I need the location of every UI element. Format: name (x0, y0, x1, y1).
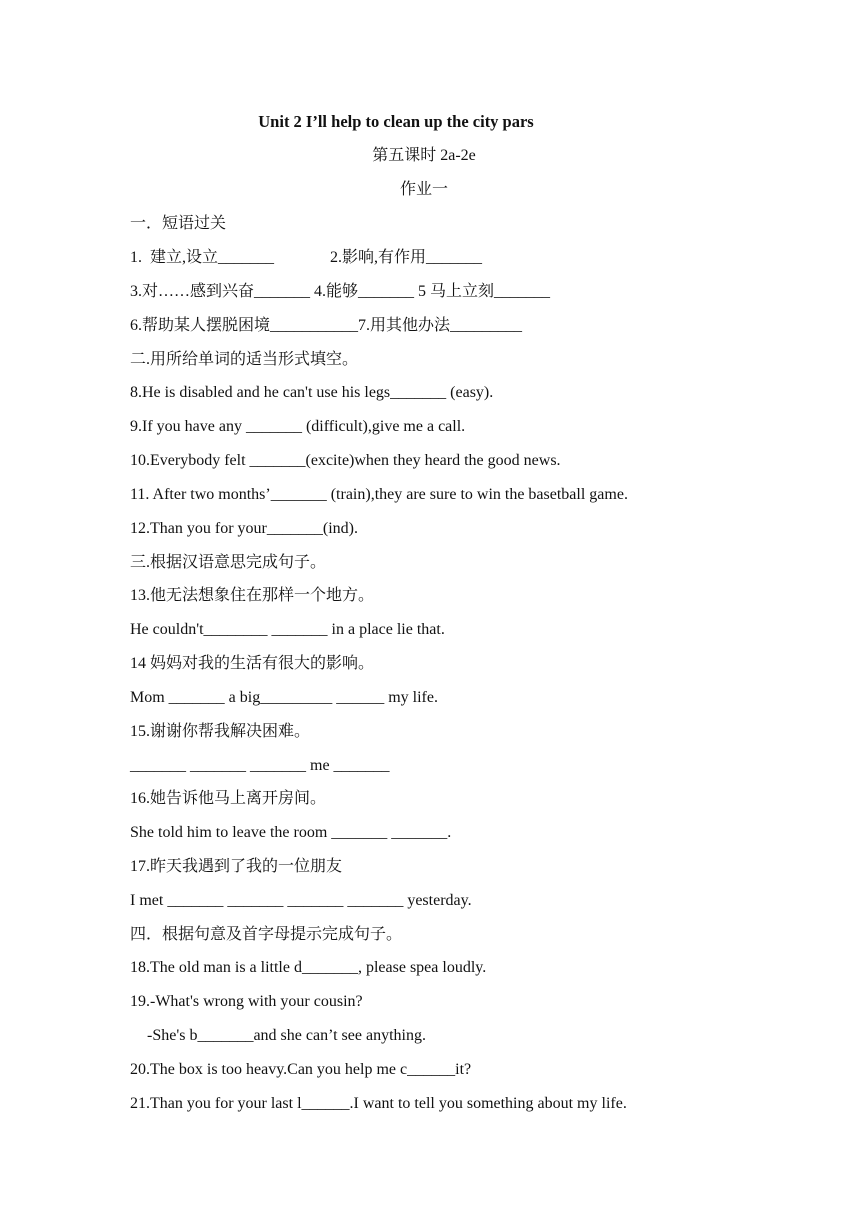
assignment-label: 作业一 (399, 181, 448, 198)
question-10: 10.Everybody felt _______(excite)when they heard the good news. (130, 452, 561, 469)
question-21: 21.Than you for your last l______.I want to tell you something about my life. (130, 1095, 627, 1112)
question-15-english: _______ _______ _______ me _______ (130, 757, 390, 774)
question-19-answer: -She's b_______and she can’t see anything. (147, 1027, 426, 1044)
section-1-heading: 一．短语过关 (130, 215, 227, 232)
question-8: 8.He is disabled and he can't use his legs_______ (easy). (130, 384, 494, 401)
question-19-question: 19.-What's wrong with your cousin? (130, 993, 363, 1010)
section-4-heading: 四．根据句意及首字母提示完成句子。 (130, 926, 403, 943)
phrase-line-1a: 1. 建立,设立_______ (130, 249, 275, 266)
question-9: 9.If you have any _______ (difficult),give me a call. (130, 418, 466, 435)
question-16-english: She told him to leave the room _______ _______. (130, 824, 452, 841)
worksheet-title: Unit 2 I’ll help to clean up the city pars (258, 112, 534, 131)
question-18: 18.The old man is a little d_______, please spea loudly. (130, 959, 487, 976)
phrase-line-3: 6.帮助某人摆脱困境___________7.用其他办法_________ (130, 317, 523, 334)
question-14-english: Mom _______ a big_________ ______ my life. (130, 689, 438, 706)
question-15-chinese: 15.谢谢你帮我解决困难。 (130, 723, 311, 740)
phrase-line-1b: 2.影响,有作用_______ (330, 249, 483, 266)
phrase-line-2: 3.对……感到兴奋_______ 4.能够_______ 5 马上立刻_______ (130, 283, 551, 300)
question-11: 11. After two months’_______ (train),they are sure to win the basetball game. (130, 486, 628, 503)
section-2-heading: 二.用所给单词的适当形式填空。 (130, 351, 359, 368)
question-12: 12.Than you for your_______(ind). (130, 520, 358, 537)
question-16-chinese: 16.她告诉他马上离开房间。 (130, 790, 327, 807)
question-20: 20.The box is too heavy.Can you help me c______it? (130, 1061, 472, 1078)
question-17-chinese: 17.昨天我遇到了我的一位朋友 (130, 858, 343, 875)
question-17-english: I met _______ _______ _______ _______ yesterday. (130, 892, 472, 909)
section-3-heading: 三.根据汉语意思完成句子。 (130, 554, 327, 571)
question-13-english: He couldn't________ _______ in a place lie that. (130, 621, 445, 638)
question-13-chinese: 13.他无法想象住在那样一个地方。 (130, 587, 375, 604)
question-14-chinese: 14 妈妈对我的生活有很大的影响。 (130, 655, 375, 672)
lesson-label: 第五课时 2a-2e (372, 147, 476, 164)
